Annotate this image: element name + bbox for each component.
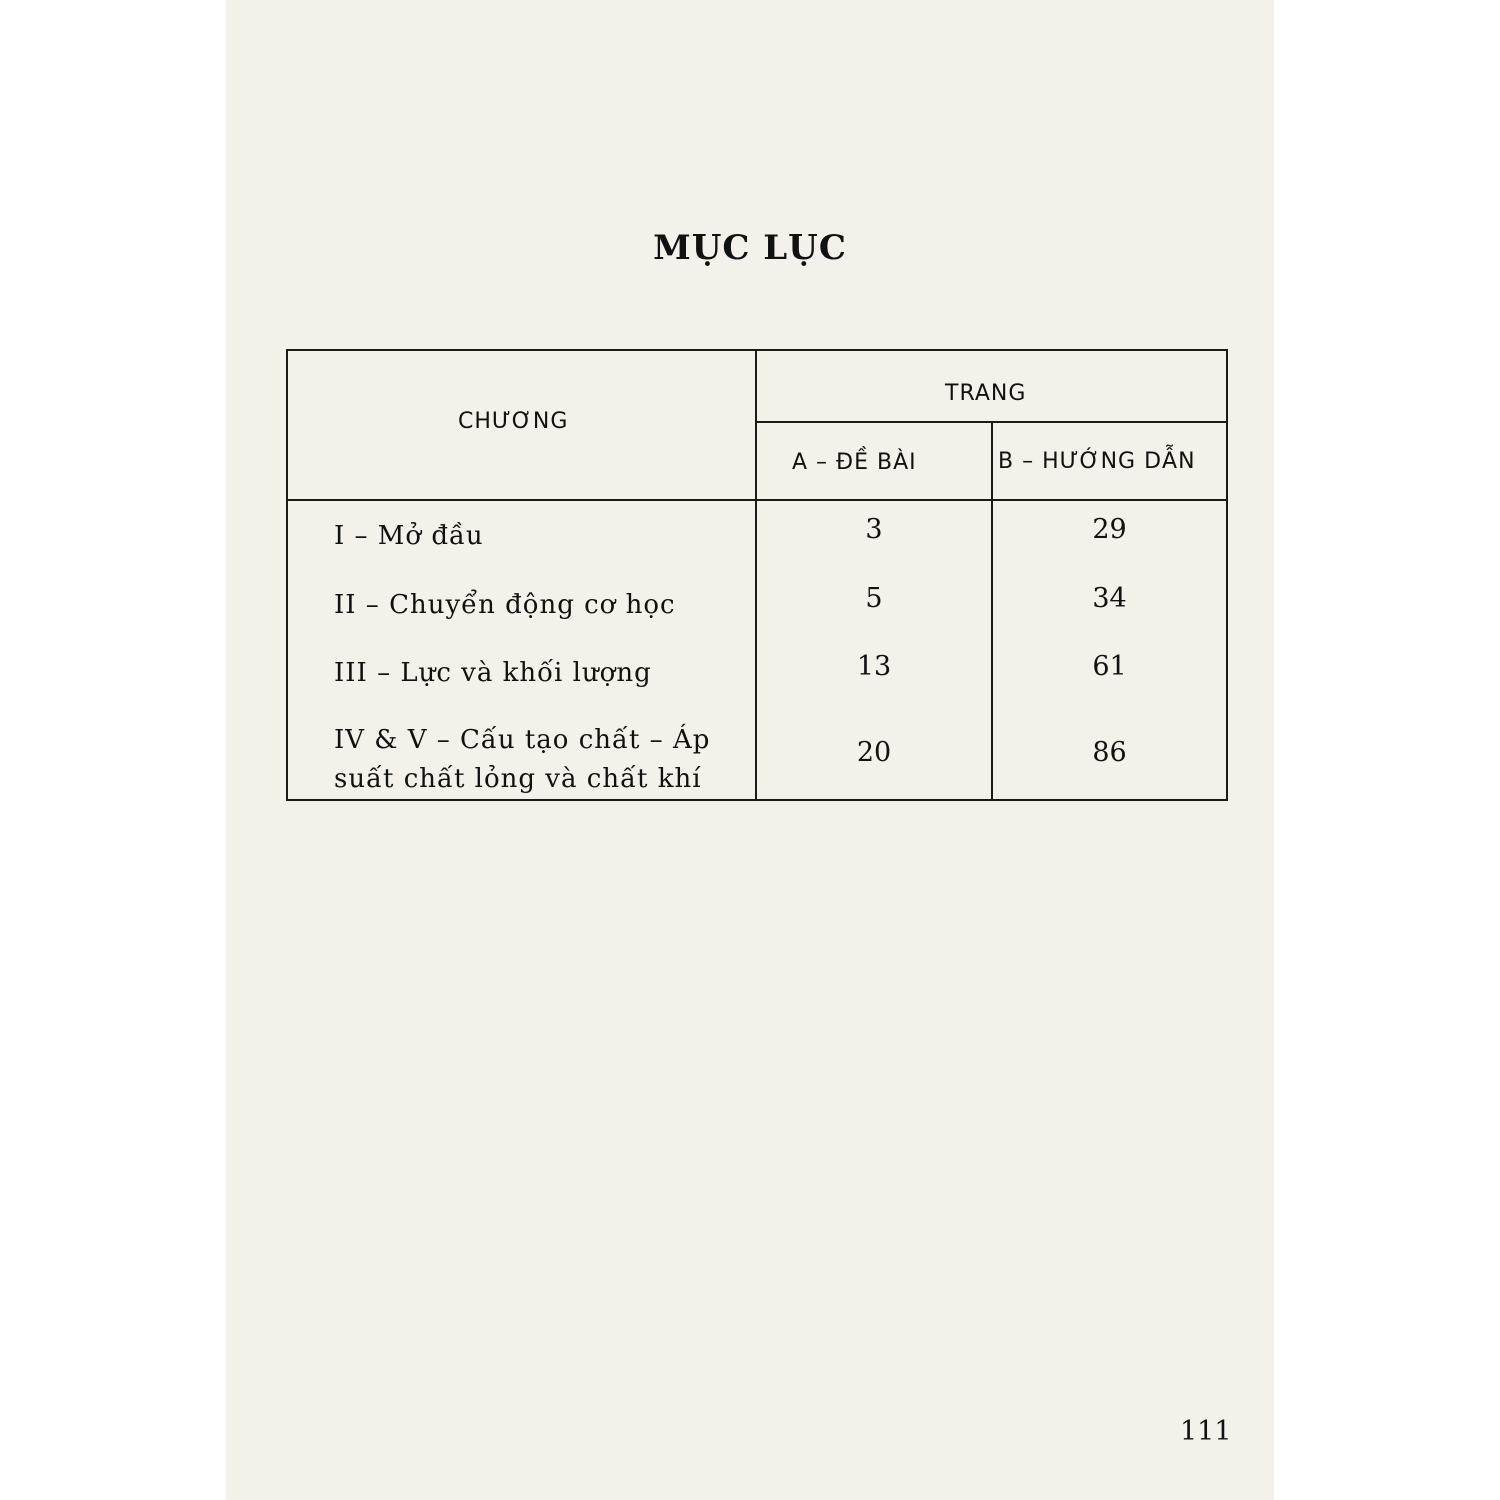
row-chapter: II – Chuyển động cơ học — [334, 590, 676, 620]
row-page-b: 29 — [1092, 514, 1127, 545]
row-page-a: 5 — [865, 583, 883, 614]
row-page-a: 3 — [865, 514, 883, 545]
row-page-a: 20 — [856, 737, 892, 768]
show-through-text — [226, 1175, 1274, 1208]
row-page-b: 86 — [1092, 737, 1127, 768]
row-page-b: 34 — [1092, 583, 1127, 614]
table-divider — [755, 421, 1226, 423]
table-divider — [755, 351, 757, 799]
table-divider — [288, 499, 1226, 501]
header-chapter: CHƯƠNG — [458, 409, 569, 434]
row-chapter: IV & V – Cấu tạo chất – Áp — [334, 725, 711, 755]
row-chapter-continued: suất chất lỏng và chất khí — [334, 764, 702, 794]
header-col-a: A – ĐỀ BÀI — [792, 450, 917, 475]
book-page — [226, 0, 1274, 1500]
header-page-group: TRANG — [945, 381, 1027, 406]
page-title: MỤC LỤC — [653, 228, 847, 268]
row-chapter: III – Lực và khối lượng — [334, 658, 652, 688]
row-chapter: I – Mở đầu — [334, 521, 484, 551]
row-page-b: 61 — [1092, 651, 1127, 682]
row-page-a: 13 — [856, 651, 892, 682]
header-col-b: B – HƯỚNG DẪN — [998, 449, 1196, 474]
toc-table — [286, 349, 1228, 801]
page-number: 111 — [1180, 1416, 1232, 1447]
